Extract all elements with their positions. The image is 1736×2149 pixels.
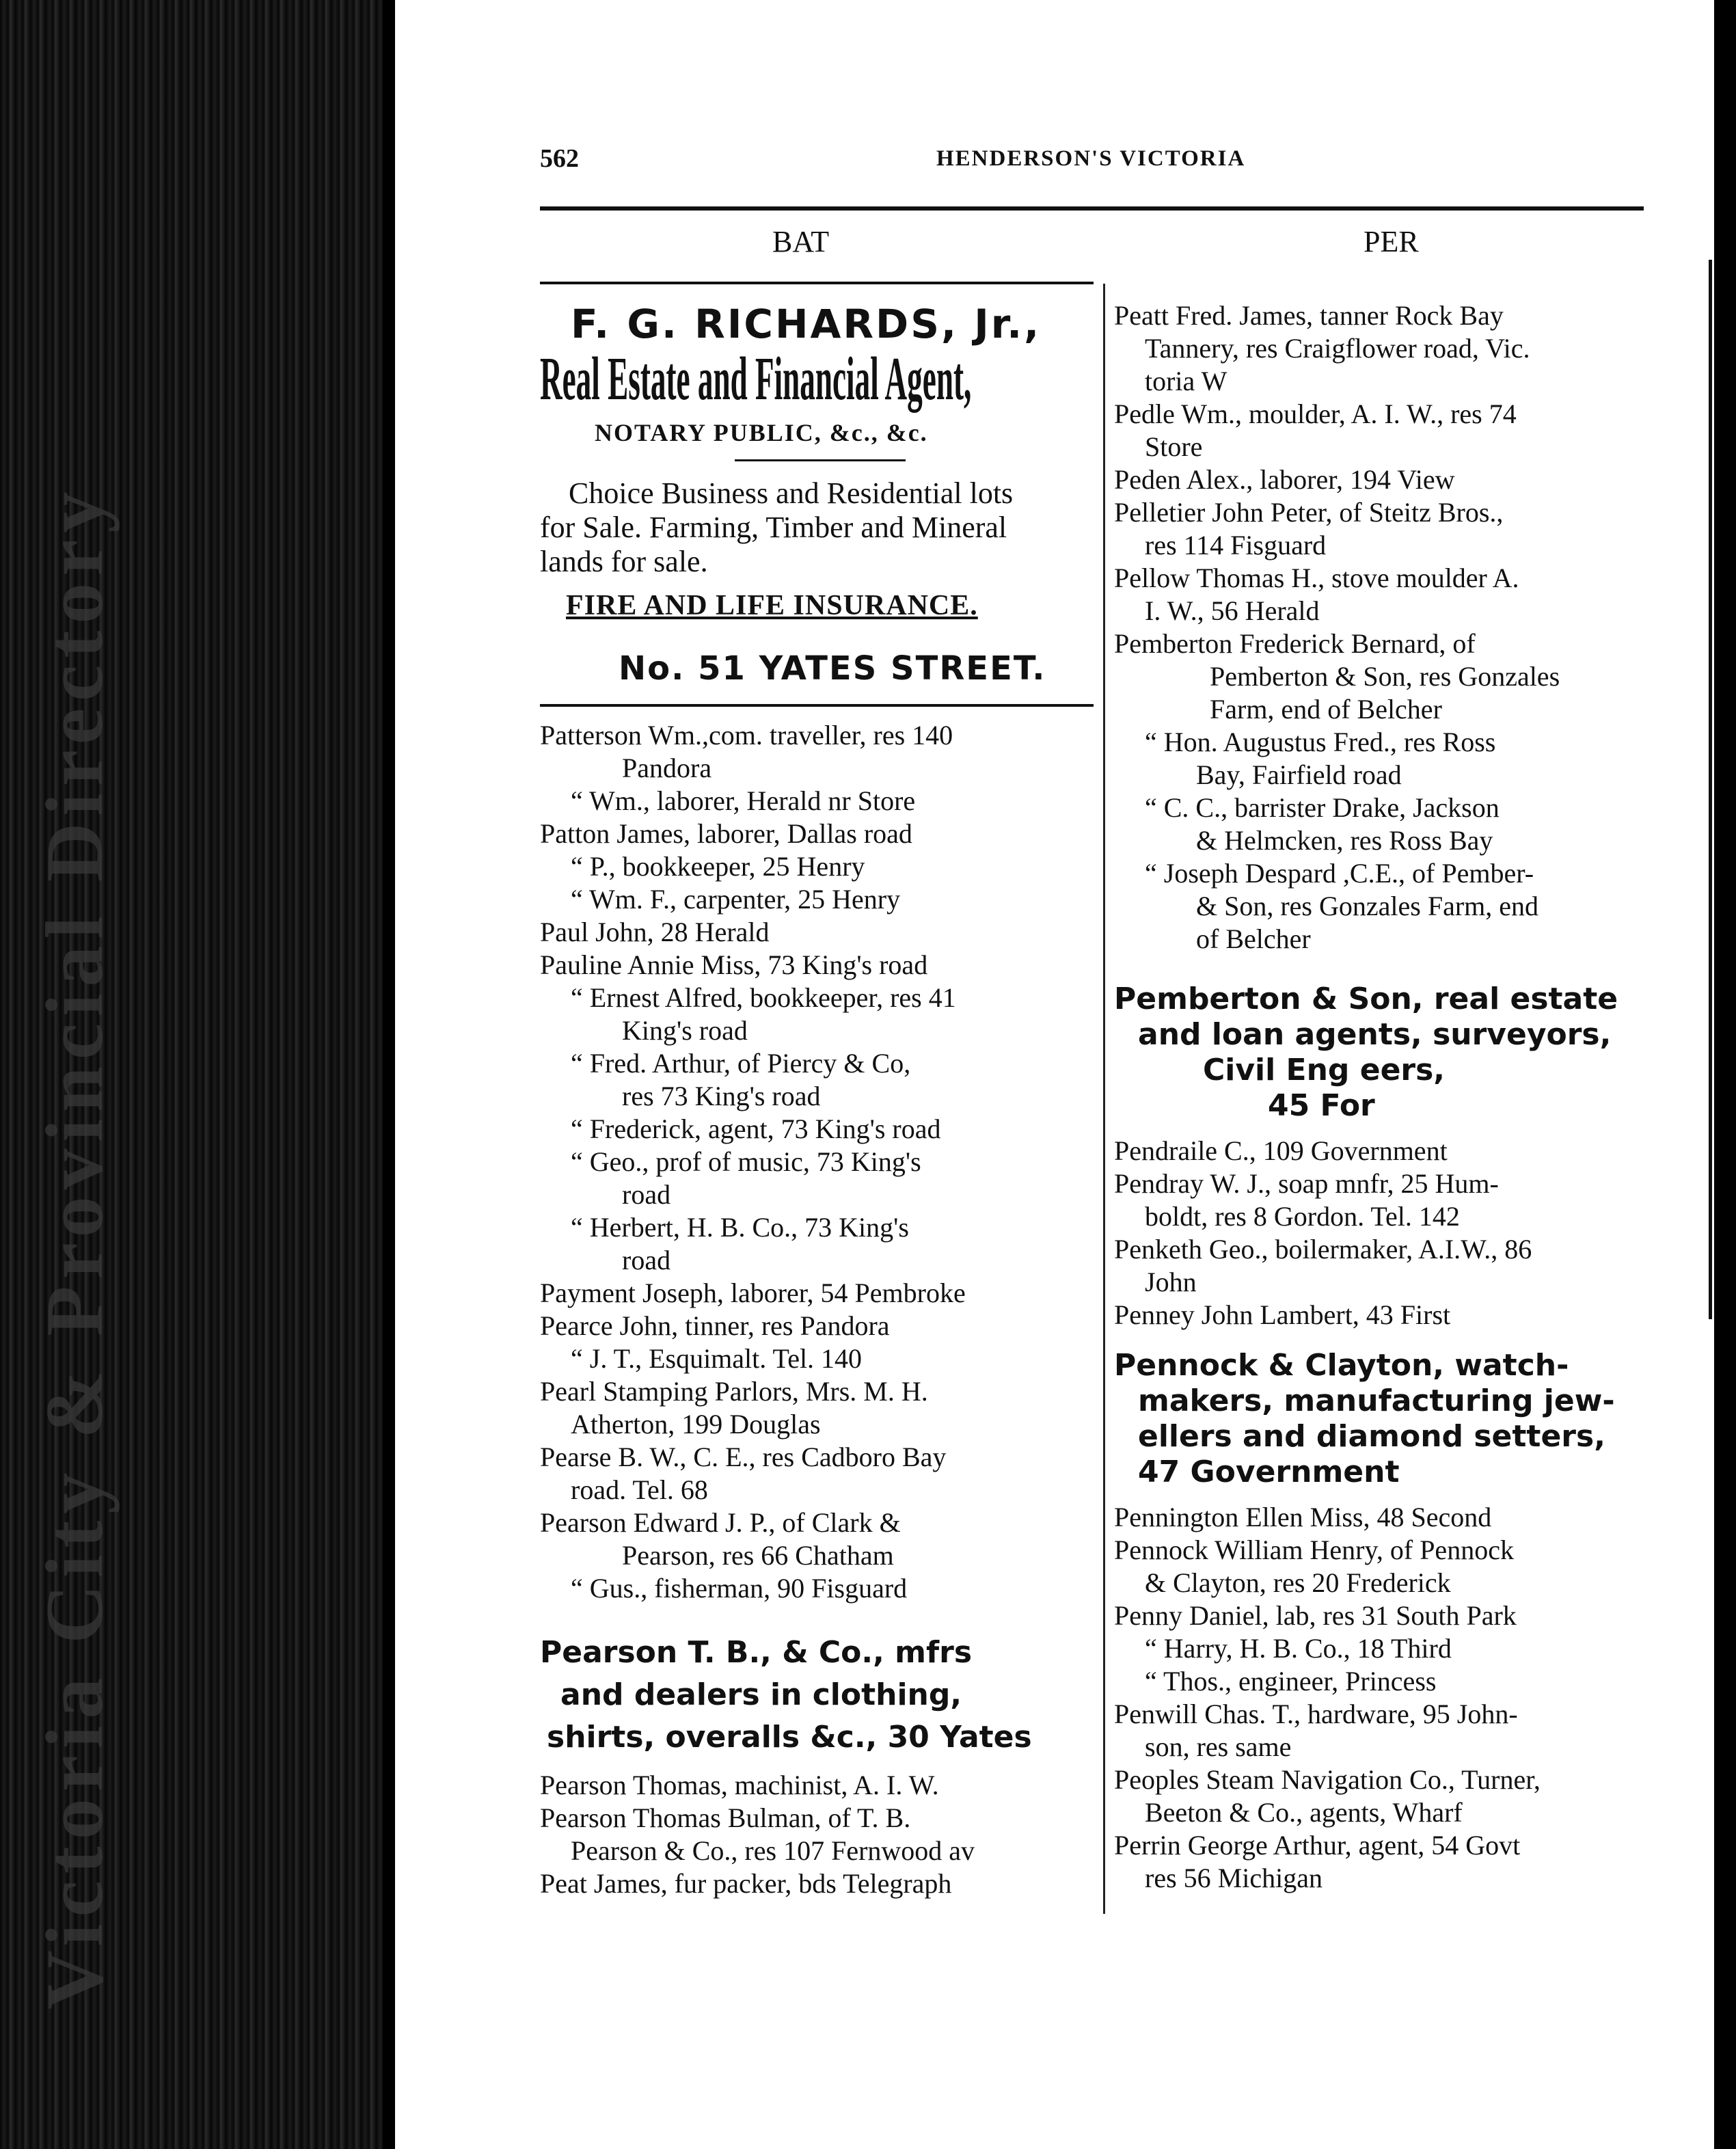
pennock-advert-line: makers, manufacturing jew- — [1138, 1383, 1615, 1418]
entry-line: “ C. C., barrister Drake, Jackson — [1145, 792, 1500, 823]
entry-line: Atherton, 199 Douglas — [571, 1409, 821, 1440]
advert-name: F. G. RICHARDS, Jr., — [571, 301, 1042, 347]
entry-line: Penketh Geo., boilermaker, A.I.W., 86 — [1114, 1234, 1532, 1265]
advert-short-rule — [735, 459, 906, 461]
entry-line: road — [622, 1179, 671, 1210]
advert-address: No. 51 YATES STREET. — [619, 649, 1046, 688]
entry-line: Pellow Thomas H., stove moulder A. — [1114, 563, 1519, 593]
entry-line: John — [1145, 1267, 1197, 1297]
advert-insurance: FIRE AND LIFE INSURANCE. — [566, 590, 978, 621]
entry-line: toria W — [1145, 366, 1228, 396]
entry-line: Pearse B. W., C. E., res Cadboro Bay — [540, 1442, 947, 1472]
pemberton-advert-line: Civil Eng eers, — [1203, 1053, 1446, 1087]
entry-line: Peoples Steam Navigation Co., Turner, — [1114, 1764, 1541, 1795]
entry-line: Penwill Chas. T., hardware, 95 John- — [1114, 1699, 1518, 1729]
entry-line: “ Fred. Arthur, of Piercy & Co, — [571, 1048, 911, 1079]
entry-line: res 114 Fisguard — [1145, 530, 1327, 560]
entry-line: res 73 King's road — [622, 1081, 821, 1111]
entry-line: Store — [1145, 431, 1203, 462]
pearson-advert-line: Pearson T. B., & Co., mfrs — [540, 1635, 973, 1670]
entry-line: “ J. T., Esquimalt. Tel. 140 — [571, 1343, 863, 1374]
entry-line: King's road — [622, 1015, 748, 1046]
entry-line: Pearl Stamping Parlors, Mrs. M. H. — [540, 1376, 928, 1407]
entry-line: Patterson Wm.,com. traveller, res 140 — [540, 720, 953, 751]
entry-line: boldt, res 8 Gordon. Tel. 142 — [1145, 1201, 1460, 1232]
entry-line: Pendray W. J., soap mnfr, 25 Hum- — [1114, 1168, 1499, 1199]
entry-line: “ Hon. Augustus Fred., res Ross — [1145, 727, 1496, 757]
entry-line: Bay, Fairfield road — [1196, 759, 1402, 790]
entry-line: Pearson & Co., res 107 Fernwood av — [571, 1835, 975, 1866]
pemberton-advert-line: and loan agents, surveyors, — [1138, 1017, 1612, 1052]
entry-line: Pearson, res 66 Chatham — [622, 1540, 894, 1571]
entry-line: “ Geo., prof of music, 73 King's — [571, 1146, 921, 1177]
scanned-book-spine — [0, 0, 383, 2149]
entry-line: Pedle Wm., moulder, A. I. W., res 74 — [1114, 398, 1517, 429]
advert-role: Real Estate and Financial Agent, — [540, 345, 972, 413]
entry-line: Pandora — [622, 753, 712, 783]
entry-line: & Clayton, res 20 Frederick — [1145, 1567, 1451, 1598]
entry-line: Patton James, laborer, Dallas road — [540, 818, 912, 849]
entry-line: “ Thos., engineer, Princess — [1145, 1666, 1437, 1697]
entry-line: Pearson Thomas, machinist, A. I. W. — [540, 1770, 939, 1800]
pemberton-advert-line: Pemberton & Son, real estate — [1114, 982, 1618, 1016]
entry-line: Paul John, 28 Herald — [540, 917, 770, 947]
spine-lettering: Victoria City & Provincial Directory — [29, 485, 120, 2010]
entry-line: Beeton & Co., agents, Wharf — [1145, 1797, 1463, 1828]
entry-line: “ Herbert, H. B. Co., 73 King's — [571, 1212, 909, 1243]
pennock-advert-line: 47 Government — [1138, 1455, 1400, 1489]
entry-line: road. Tel. 68 — [571, 1474, 708, 1505]
entry-line: “ P., bookkeeper, 25 Henry — [571, 851, 865, 882]
entry-line: “ Gus., fisherman, 90 Fisguard — [571, 1573, 908, 1604]
entry-line: “ Wm. F., carpenter, 25 Henry — [571, 884, 901, 915]
entry-line: “ Frederick, agent, 73 King's road — [571, 1113, 941, 1144]
right-column-guide-word: PER — [1364, 225, 1419, 258]
advert-body-line: lands for sale. — [540, 545, 708, 578]
entry-line: “ Harry, H. B. Co., 18 Third — [1145, 1633, 1452, 1664]
running-title: HENDERSON'S VICTORIA — [936, 146, 1246, 171]
entry-line: Pendraile C., 109 Government — [1114, 1135, 1448, 1166]
page-number: 562 — [540, 144, 579, 173]
advert-body-line: for Sale. Farming, Timber and Mineral — [540, 511, 1007, 544]
entry-line: road — [622, 1245, 671, 1275]
pearson-advert-line: and dealers in clothing, — [560, 1677, 962, 1712]
entry-line: Peatt Fred. James, tanner Rock Bay — [1114, 300, 1504, 331]
entry-line: Penny Daniel, lab, res 31 South Park — [1114, 1600, 1517, 1631]
entry-line: Farm, end of Belcher — [1210, 694, 1442, 725]
pennock-advert-line: ellers and diamond setters, — [1138, 1419, 1605, 1454]
pennock-advert-line: Pennock & Clayton, watch- — [1114, 1348, 1569, 1383]
entry-line: Pennington Ellen Miss, 48 Second — [1114, 1502, 1492, 1532]
entry-line: Perrin George Arthur, agent, 54 Govt — [1114, 1830, 1521, 1861]
left-column-guide-word: BAT — [772, 225, 830, 258]
pearson-advert-line: shirts, overalls &c., 30 Yates — [547, 1720, 1032, 1755]
advert-bottom-rule — [540, 704, 1094, 707]
entry-line: “ Wm., laborer, Herald nr Store — [571, 785, 916, 816]
entry-line: & Helmcken, res Ross Bay — [1196, 825, 1493, 856]
entry-line: res 56 Michigan — [1145, 1863, 1323, 1893]
entry-line: of Belcher — [1196, 923, 1311, 954]
entry-line: Pemberton & Son, res Gonzales — [1210, 661, 1560, 692]
page-right-edge — [1709, 260, 1712, 1319]
pemberton-advert-line: 45 For — [1268, 1088, 1375, 1123]
entry-line: Peat James, fur packer, bds Telegraph — [540, 1868, 952, 1899]
entry-line: Pemberton Frederick Bernard, of — [1114, 628, 1476, 659]
entry-line: I. W., 56 Herald — [1145, 595, 1320, 626]
entry-line: Pearson Edward J. P., of Clark & — [540, 1507, 901, 1538]
entry-line: Pennock William Henry, of Pennock — [1114, 1535, 1514, 1565]
advert-top-rule — [540, 282, 1094, 284]
entry-line: & Son, res Gonzales Farm, end — [1196, 891, 1539, 921]
entry-line: Tannery, res Craigflower road, Vic. — [1145, 333, 1530, 364]
advert-body-line: Choice Business and Residential lots — [569, 476, 1014, 510]
entry-line: Pearson Thomas Bulman, of T. B. — [540, 1802, 911, 1833]
entry-line: Payment Joseph, laborer, 54 Pembroke — [540, 1278, 966, 1308]
entry-line: son, res same — [1145, 1731, 1292, 1762]
entry-line: Penney John Lambert, 43 First — [1114, 1299, 1451, 1330]
entry-line: Peden Alex., laborer, 194 View — [1114, 464, 1455, 495]
column-divider — [1103, 284, 1105, 1914]
advert-notary: NOTARY PUBLIC, &c., &c. — [595, 419, 928, 446]
header-rule — [540, 206, 1644, 211]
entry-line: “ Ernest Alfred, bookkeeper, res 41 — [571, 982, 956, 1013]
entry-line: Pelletier John Peter, of Steitz Bros., — [1114, 497, 1504, 528]
entry-line: Pearce John, tinner, res Pandora — [540, 1310, 890, 1341]
entry-line: “ Joseph Despard ,C.E., of Pember- — [1145, 858, 1534, 889]
entry-line: Pauline Annie Miss, 73 King's road — [540, 949, 928, 980]
